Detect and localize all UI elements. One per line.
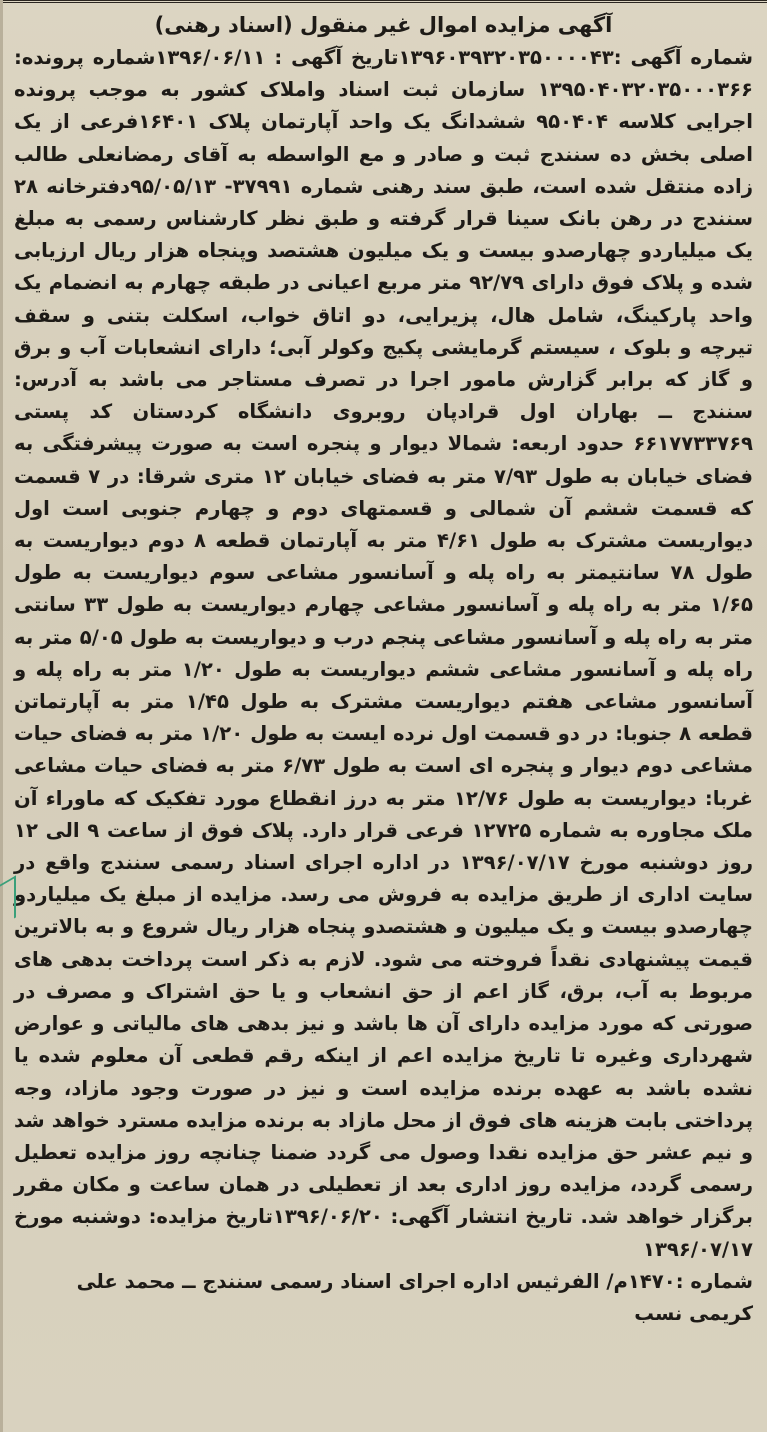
top-border [0,0,767,9]
notice-title: آگهی مزایده اموال غیر منقول (اسناد رهنی) [154,13,613,37]
notice-footer: شماره :۱۴۷۰م/ الفرثیس اداره اجرای اسناد رسمی سنندج ــ محمد علی کریمی نسب [76,1269,753,1325]
clipping-edge [0,0,3,1432]
notice-body: شماره آگهی :۱۳۹۶۰۳۹۳۲۰۳۵۰۰۰۰۴۳تاریخ آگهی : ۱۳۹۶/۰۶/۱۱شماره پرونده: ۱۳۹۵۰۴۰۳۲۰۳۵۰۰۰۳۶۶ سازمان ثبت اسناد واملاک کشور به موجب پرونده اجرایی کلاسه ۹۵۰۴۰۴ ششدانگ یک واحد آپارتمان پلاک ۱۶۴۰۱فرعی از یک اصلی بخش ده سنندج ثبت و صادر و مع الواسطه به آقای رمضانعلی طالب زاده منتقل شده است، طبق سند رهنی شماره ۳۷۹۹۱- ۹۵/۰۵/۱۳دفترخانه ۲۸ سنندج در رهن بانک سینا قرار گرفته و طبق نظر کارشناس رسمی به مبلغ یک میلیاردو چهارصدو بیست و یک میلیون هشتصد وپنجاه هزار ریال ارزیابی شده و پلاک فوق دارای ۹۲/۷۹ متر مربع اعیانی در طبقه چهارم به انضمام یک واحد پارکینگ، شامل هال، پزیرایی، دو اتاق خواب، اسکلت بتنی و سقف تیرچه و بلوک ، سیستم گرمایشی پکیج وکولر آبی؛ دارای انشعابات آب و برق و گاز که برابر گزارش مامور اجرا در تصرف مستاجر می باشد به آدرس: سنندج ــ بهاران اول قرادپان روبروی دانشگاه کردستان کد پستی ۶۶۱۷۷۳۳۷۶۹ حدود اربعه: شمالا دیوار و پنجره است به صورت پیشرفتگی به فضای خیابان به طول ۷/۹۳ متر به فضای خیابان ۱۲ متری شرقا: در ۷ قسمت که قسمت ششم آن شمالی و قسمتهای دوم و چهارم جنوبی است اول دیواریست مشترک به طول ۴/۶۱ متر به آپارتمان قطعه ۸ دوم دیواریست به طول ۷۸ سانتیمتر به راه پله و آسانسور مشاعی سوم دیواریست به طول ۱/۶۵ متر به راه پله و آسانسور مشاعی چهارم دیواریست به طول ۳۳ سانتی متر به راه پله و آسانسور مشاعی پنجم درب و دیواریست به طول ۵/۰۵ متر به راه پله و آسانسور مشاعی ششم دیواریست به طول ۱/۲۰ متر به راه پله و آسانسور مشاعی هفتم دیواریست مشترک به طول ۱/۴۵ متر به آپارتماتن قطعه ۸ جنوبا: در دو قسمت اول نرده ایست به طول ۱/۲۰ متر به فضای حیات مشاعی دوم دیوار و پنجره ای است به طول ۶/۷۳ متر به فضای حیات مشاعی غربا: دیواریست به طول ۱۲/۷۶ متر به درز انقطاع مورد تفکیک که ماوراء آن ملک مجاوره به شماره ۱۲۷۲۵ فرعی قرار دارد. پلاک فوق از ساعت ۹ الی ۱۲ روز دوشنبه مورخ ۱۳۹۶/۰۷/۱۷ در اداره اجرای اسناد رسمی سنندج واقع در سایت اداری از طریق مزایده به فروش می رسد. مزایده از مبلغ یک میلیاردو چهارصدو بیست و یک میلیون و هشتصدو پنجاه هزار ریال شروع و به بالاترین قیمت پیشنهادی نقداً فروخته می شود. لازم به ذکر است پرداخت بدهی های مربوط به آب، برق، گاز اعم از حق انشعاب و یا حق اشتراک و مصرف در صورتی که مورد مزایده دارای آن ها باشد و نیز بدهی های مالیاتی و عوارض شهرداری وغیره تا تاریخ مزایده اعم از اینکه رقم قطعی آن معلوم شده یا نشده باشد به عهده برنده مزایده است و نیز در صورت وجود مازاد، وجه پرداختی بابت هزینه های فوق از محل مازاد به برنده مزایده مسترد خواهد شد و نیم عشر حق مزایده نقدا وصول می گردد ضمنا چنانچه روز مزایده تعطیل رسمی گردد، مزایده روز اداری بعد از تعطیلی در همان ساعت و مکان مقرر برگزار خواهد شد. تاریخ انتشار آگهی: ۱۳۹۶/۰۶/۲۰تاریخ مزایده: دوشنبه مورخ ۱۳۹۶/۰۷/۱۷ [14,46,754,1261]
